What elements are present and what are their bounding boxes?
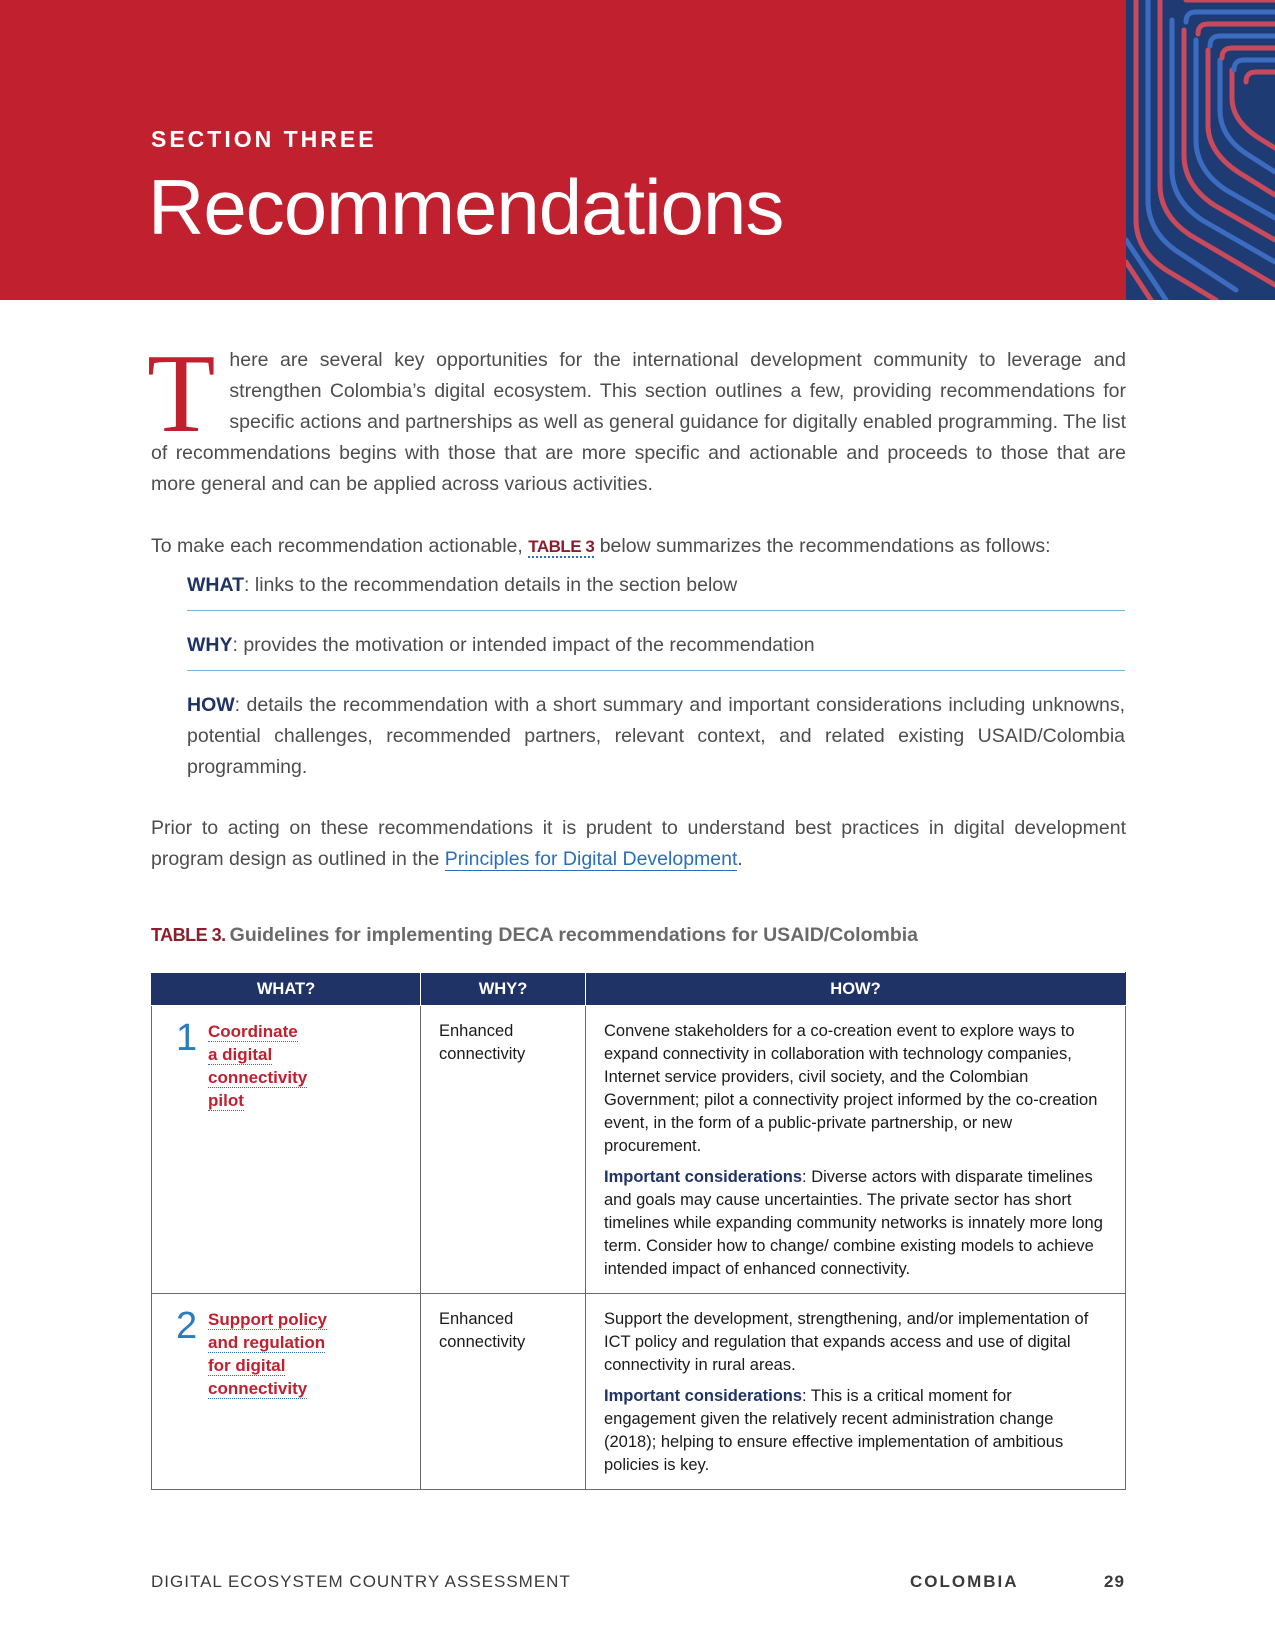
header-how: HOW? bbox=[586, 973, 1126, 1006]
how-summary: Support the development, strengthening, and/or implementation of ICT policy and regulation that expands access and use of digital connectivity in rural areas. bbox=[604, 1310, 1089, 1374]
important-considerations bbox=[604, 1385, 1107, 1477]
definition-how bbox=[187, 690, 1125, 783]
why-cell: Enhanced connectivity bbox=[421, 1006, 586, 1294]
definition-why bbox=[187, 630, 1125, 671]
page-number: 29 bbox=[1104, 1572, 1125, 1591]
table-caption bbox=[151, 924, 918, 947]
definition-key: WHAT bbox=[187, 574, 245, 596]
definition-text: : provides the motivation or intended impact of the recommendation bbox=[232, 634, 815, 656]
recommendation-label-line[interactable]: a digital bbox=[208, 1045, 273, 1064]
recommendation-label-line[interactable]: for digital bbox=[208, 1356, 286, 1375]
recommendation-link[interactable] bbox=[208, 1020, 410, 1112]
what-cell bbox=[152, 1006, 421, 1294]
important-considerations bbox=[604, 1166, 1107, 1281]
recommendation-number: 2 bbox=[176, 1305, 198, 1347]
header-why: WHY? bbox=[421, 973, 586, 1006]
considerations-text: : This is a critical moment for engagement given the relatively recent administration change (2018); helping to ensure effective implementation of ambitious policies is key. bbox=[604, 1387, 1064, 1474]
how-cell bbox=[586, 1006, 1126, 1294]
table-3-link[interactable]: TABLE 3 bbox=[528, 537, 595, 556]
summary-text-before: To make each recommendation actionable, bbox=[151, 535, 529, 557]
recommendations-table bbox=[151, 972, 1126, 1490]
intro-text: here are several key opportunities for the international development community to leverage and strengthen Colombia’s digital ecosystem. This section outlines a few, providing recommendations for specific actions and partnerships as well as general guidance for digitally enabled programming. The list of recommendations begins with those that are more specific and actionable and proceeds to those that are more general and can be applied across various activities. bbox=[151, 349, 1126, 495]
what-cell bbox=[152, 1294, 421, 1490]
recommendation-number: 1 bbox=[176, 1017, 198, 1059]
recommendation-label-line[interactable]: connectivity bbox=[208, 1379, 308, 1398]
summary-paragraph bbox=[151, 531, 1126, 562]
definition-text: : details the recommendation with a short summary and important considerations including unknowns, potential challenges, recommended partners, relevant context, and related existing USAID/Colombia programming. bbox=[187, 694, 1125, 778]
summary-text-after: below summarizes the recommendations as follows: bbox=[594, 535, 1051, 557]
recommendation-label-line[interactable]: Support policy bbox=[208, 1310, 327, 1329]
considerations-label: Important considerations bbox=[604, 1168, 803, 1186]
recommendation-label-line[interactable]: and regulation bbox=[208, 1333, 326, 1352]
table-row bbox=[152, 1294, 1126, 1490]
principles-text-before: Prior to acting on these recommendations it is prudent to understand best practices in digital development program design as outlined in the bbox=[151, 817, 1126, 870]
definition-what bbox=[187, 570, 1125, 611]
recommendation-link[interactable] bbox=[208, 1308, 410, 1400]
footer-title: DIGITAL ECOSYSTEM COUNTRY ASSESSMENT bbox=[151, 1572, 571, 1591]
considerations-label: Important considerations bbox=[604, 1387, 803, 1405]
considerations-text: : Diverse actors with disparate timelines and goals may cause uncertainties. The private sector has short timelines while expanding community networks is innately more long term. Consider how to change/ combine existing models to achieve intended impact of enhanced connectivity. bbox=[604, 1168, 1103, 1278]
principles-paragraph bbox=[151, 813, 1126, 875]
how-summary: Convene stakeholders for a co-creation event to explore ways to expand connectivity in collaboration with technology companies, Internet service providers, civil society, and the Colombian Government; pilot a connectivity project informed by the co-creation event, in the form of a public-private partnership, or new procurement. bbox=[604, 1022, 1098, 1155]
recommendation-label-line[interactable]: Coordinate bbox=[208, 1022, 298, 1041]
why-cell: Enhanced connectivity bbox=[421, 1294, 586, 1490]
drop-cap: T bbox=[147, 332, 216, 456]
table-header-row bbox=[152, 973, 1126, 1006]
principles-text-after: . bbox=[737, 848, 743, 870]
table-row bbox=[152, 1006, 1126, 1294]
page-title: Recommendations bbox=[148, 163, 784, 251]
section-kicker: SECTION THREE bbox=[151, 126, 377, 152]
definition-text: : links to the recommendation details in the section below bbox=[244, 574, 738, 596]
principles-link[interactable]: Principles for Digital Development bbox=[444, 848, 738, 870]
recommendation-label-line[interactable]: connectivity bbox=[208, 1068, 308, 1087]
header-what: WHAT? bbox=[152, 973, 421, 1006]
intro-paragraph bbox=[147, 332, 1126, 500]
decorative-line-pattern bbox=[1126, 0, 1275, 300]
section-header bbox=[0, 0, 1275, 300]
footer-country: COLOMBIA bbox=[910, 1572, 1019, 1591]
table-caption-ref: TABLE 3. bbox=[151, 925, 226, 945]
definition-key: HOW bbox=[187, 694, 235, 716]
recommendation-label-line[interactable]: pilot bbox=[208, 1091, 244, 1110]
table-caption-text: Guidelines for implementing DECA recommendations for USAID/Colombia bbox=[229, 924, 919, 946]
how-cell bbox=[586, 1294, 1126, 1490]
definition-key: WHY bbox=[187, 634, 233, 656]
